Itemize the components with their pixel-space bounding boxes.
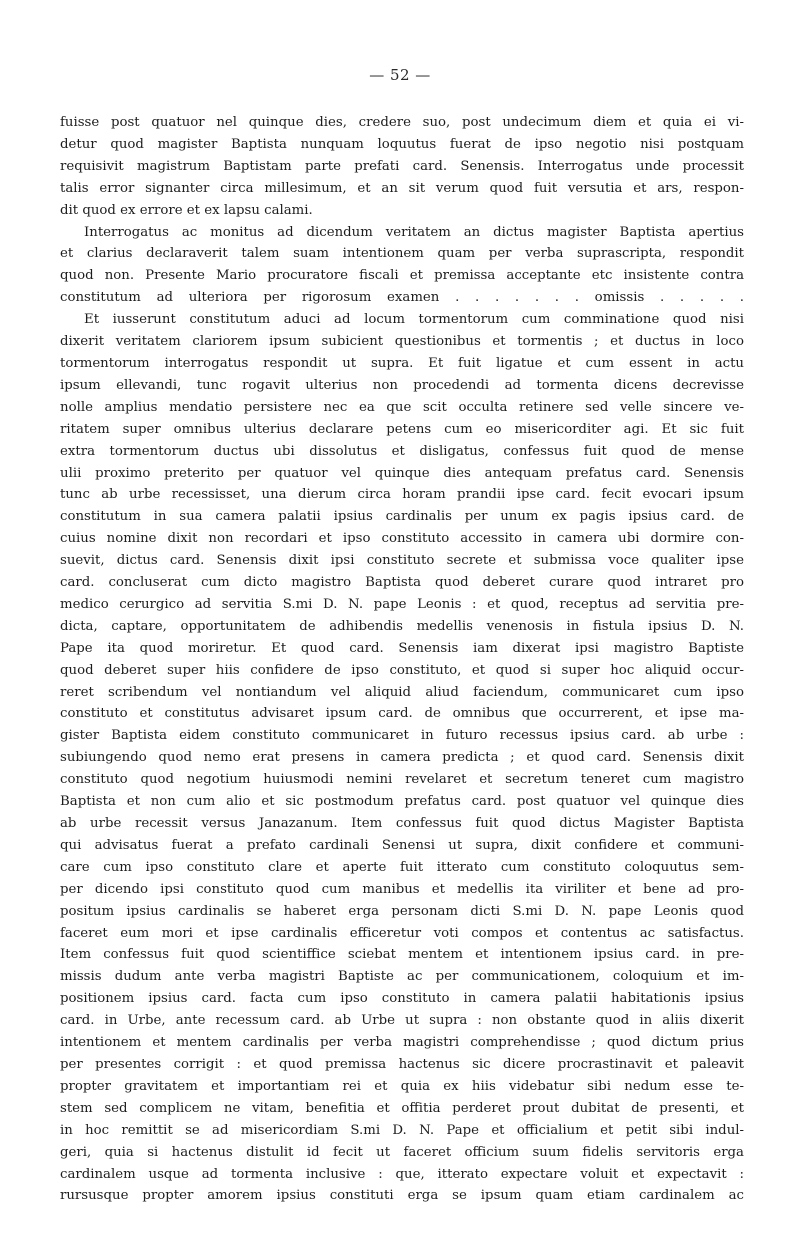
text-line: intentionem et mentem cardinalis per verba magistri comprehendisse ; quod dictum prius [60,1035,744,1051]
text-line: qui advisatus fuerat a prefato cardinali Senensi ut supra, dixit confidere et communi- [60,837,744,853]
text-line: constitutum in sua camera palatii ipsius cardinalis per unum ex pagis ipsius card. de [60,509,744,525]
text-line: constituto quod negotium huiusmodi nemini revelaret et secretum teneret cum magistro [60,772,744,788]
text-line: positum ipsius cardinalis se haberet erga personam dicti S.mi D. N. pape Leonis quod [60,903,744,919]
text-line: ab urbe recessit versus Janazanum. Item confessus fuit quod dictus Magister Baptista [60,816,744,831]
text-line: quod non. Presente Mario procuratore fiscali et premissa acceptante etc insistente contra [60,268,744,284]
text-line: propter gravitatem et importantiam rei et quia ex hiis videbatur sibi nedum esse te- [60,1078,744,1094]
text-line: card. in Urbe, ante recessum card. ab Urbe ut supra : non obstante quod in aliis dixerit [60,1013,744,1029]
text-line: talis error signanter circa millesimum, et an sit verum quod fuit versutia et ars, respon- [60,180,744,196]
text-line: fuisse post quatuor nel quinque dies, credere suo, post undecimum diem et quia ei vi- [60,115,744,130]
text-line: ritatem super omnibus ulterius declarare petens cum eo misericorditer agi. Et sic fuit [60,421,744,437]
text-line: nolle amplius mendatio persistere nec ea que scit occulta retinere sed velle sincere ve- [60,399,744,415]
text-line: constituto et constitutus advisaret ipsum card. de omnibus que occurrerent, et ipse ma- [60,706,744,722]
text-line: care cum ipso constituto clare et aperte fuit itterato cum constituto coloquutus sem- [60,859,744,875]
text-line: medico cerurgico ad servitia S.mi D. N. pape Leonis : et quod, receptus ad servitia pre- [60,596,744,612]
text-line: suevit, dictus card. Senensis dixit ipsi constituto secrete et submissa voce qualiter ipse [60,553,744,569]
text-line: subiungendo quod nemo erat presens in camera predicta ; et quod card. Senensis dixit [60,750,744,766]
paragraph-start-line: Et iusserunt constitutum aduci ad locum tormentorum cum comminatione quod nisi [84,312,744,328]
page-number: — 52 — [369,66,431,84]
text-line: cuius nomine dixit non recordari et ipso constituto accessito in camera ubi dormire con- [60,531,744,547]
text-line: detur quod magister Baptista nunquam loquutus fuerat de ipso negotio nisi postquam [60,136,744,152]
paragraph-start-line: Interrogatus ac monitus ad dicendum veritatem an dictus magister Baptista apertius [84,224,744,240]
text-line: faceret eum mori et ipse cardinalis efficeretur voti compos et contentus ac satisfactus. [60,925,744,941]
text-line: tunc ab urbe recessisset, una dierum circa horam prandii ipse card. fecit evocari ipsum [60,487,744,503]
text-line: positionem ipsius card. facta cum ipso constituto in camera palatii habitationis ipsius [60,991,744,1007]
text-body [60,112,744,1207]
text-line: dit quod ex errore et ex lapsu calami. [60,202,313,218]
text-line: reret scribendum vel nontiandum vel aliquid aliud faciendum, communicaret cum ipso [60,684,744,700]
text-line: constitutum ad ulteriora per rigorosum examen . . . . . . . omissis . . . . . [60,290,744,306]
text-line: Item confessus fuit quod scientiffice sciebat mentem et intentionem ipsius card. in pre- [60,947,744,963]
text-line: quod deberet super hiis confidere de ipso constituto, et quod si super hoc aliquid occur- [60,662,744,678]
text-line: tormentorum interrogatus respondit ut supra. Et fuit ligatue et cum essent in actu [60,355,744,371]
text-line: dicta, captare, opportunitatem de adhibendis medellis venenosis in fistula ipsius D. N. [60,618,744,634]
text-line: missis dudum ante verba magistri Baptiste ac per communicationem, coloquium et im- [60,969,744,985]
text-line: in hoc remittit se ad misericordiam S.mi D. N. Pape et officialium et petit sibi indul- [60,1122,744,1138]
text-line: card. concluserat cum dicto magistro Baptista quod deberet curare quod intraret pro [60,575,744,591]
text-line: geri, quia si hactenus distulit id fecit ut faceret officium suum fidelis servitoris erga [60,1144,744,1160]
text-line: et clarius declaraverit talem suam intentionem quam per verba suprascripta, respondit [60,246,744,262]
text-line: per dicendo ipsi constituto quod cum manibus et medellis ita viriliter et bene ad pro- [60,881,744,897]
text-line: extra tormentorum ductus ubi dissolutus et disligatus, confessus fuit quod de mense [60,443,744,459]
text-line: dixerit veritatem clariorem ipsum subicient questionibus et tormentis ; et ductus in loco [60,334,744,350]
text-line: Baptista et non cum alio et sic postmodum prefatus card. post quatuor vel quinque dies [60,794,744,810]
text-line: stem sed complicem ne vitam, benefitia et offitia perderet prout dubitat de presenti, et [60,1100,744,1116]
text-line: requisivit magistrum Baptistam parte prefati card. Senensis. Interrogatus unde processit [60,158,744,174]
text-line: per presentes corrigit : et quod premissa hactenus sic dicere procrastinavit et paleavit [60,1056,744,1072]
text-line: ulii proximo preterito per quatuor vel quinque dies antequam prefatus card. Senensis [60,465,744,481]
text-line: gister Baptista eidem constituto communicaret in futuro recessus ipsius card. ab urbe : [60,728,744,744]
text-line: cardinalem usque ad tormenta inclusive : que, itterato expectare voluit et expectavit : [60,1166,744,1182]
text-line: Pape ita quod moriretur. Et quod card. Senensis iam dixerat ipsi magistro Baptiste [60,640,744,656]
text-line: ipsum ellevandi, tunc rogavit ulterius non procedendi ad tormenta dicens decrevisse [60,377,744,393]
text-line: rursusque propter amorem ipsius constituti erga se ipsum quam etiam cardinalem ac [60,1188,744,1204]
